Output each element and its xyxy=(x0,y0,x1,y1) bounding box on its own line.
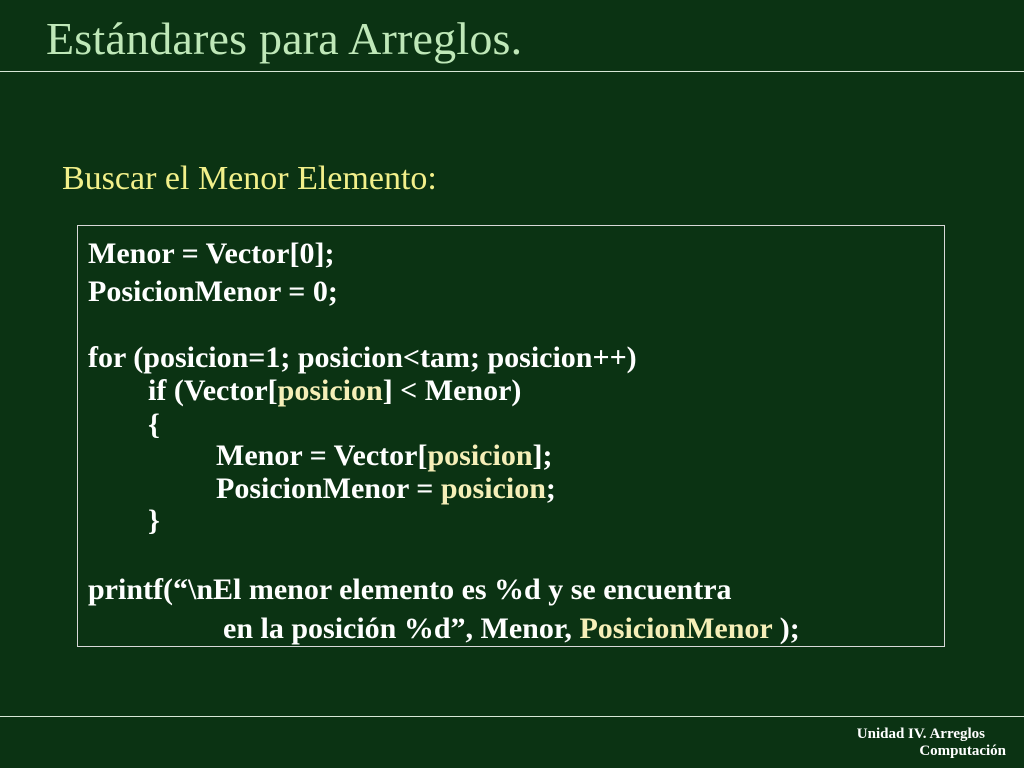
code-text: ]; xyxy=(532,439,553,472)
code-text: PosicionMenor = xyxy=(216,472,441,505)
title-divider xyxy=(0,71,1024,72)
section-subtitle: Buscar el Menor Elemento: xyxy=(62,160,437,197)
code-line: PosicionMenor = 0; xyxy=(88,275,338,308)
code-text: if (Vector[ xyxy=(148,374,278,407)
footer-unit: Unidad IV. Arreglos xyxy=(856,726,985,742)
code-text: ; xyxy=(545,472,556,505)
code-line: printf(“\nEl menor elemento es %d y se encuentra xyxy=(88,573,732,606)
code-line: for (posicion=1; posicion<tam; posicion++) xyxy=(88,341,637,374)
code-text: en la posición %d”, Menor, xyxy=(223,612,580,645)
footer-divider xyxy=(0,716,1024,717)
code-text: ] < Menor) xyxy=(382,374,522,407)
code-text: Menor = Vector[ xyxy=(216,439,428,472)
footer-course: Computación xyxy=(919,743,1006,759)
code-line: } xyxy=(148,504,160,537)
code-block xyxy=(77,225,945,647)
code-line: Menor = Vector[0]; xyxy=(88,237,335,270)
code-highlight: posicion xyxy=(277,374,383,407)
code-line xyxy=(223,612,800,646)
code-highlight: posicion xyxy=(427,439,533,472)
code-line xyxy=(216,439,553,473)
page-title: Estándares para Arreglos. xyxy=(46,13,523,64)
code-highlight: PosicionMenor xyxy=(579,612,773,645)
footer xyxy=(857,726,1006,760)
code-highlight: posicion xyxy=(440,472,546,505)
code-text: ); xyxy=(772,612,800,645)
code-line xyxy=(216,472,556,506)
code-line xyxy=(148,374,521,408)
code-line: { xyxy=(148,408,160,441)
